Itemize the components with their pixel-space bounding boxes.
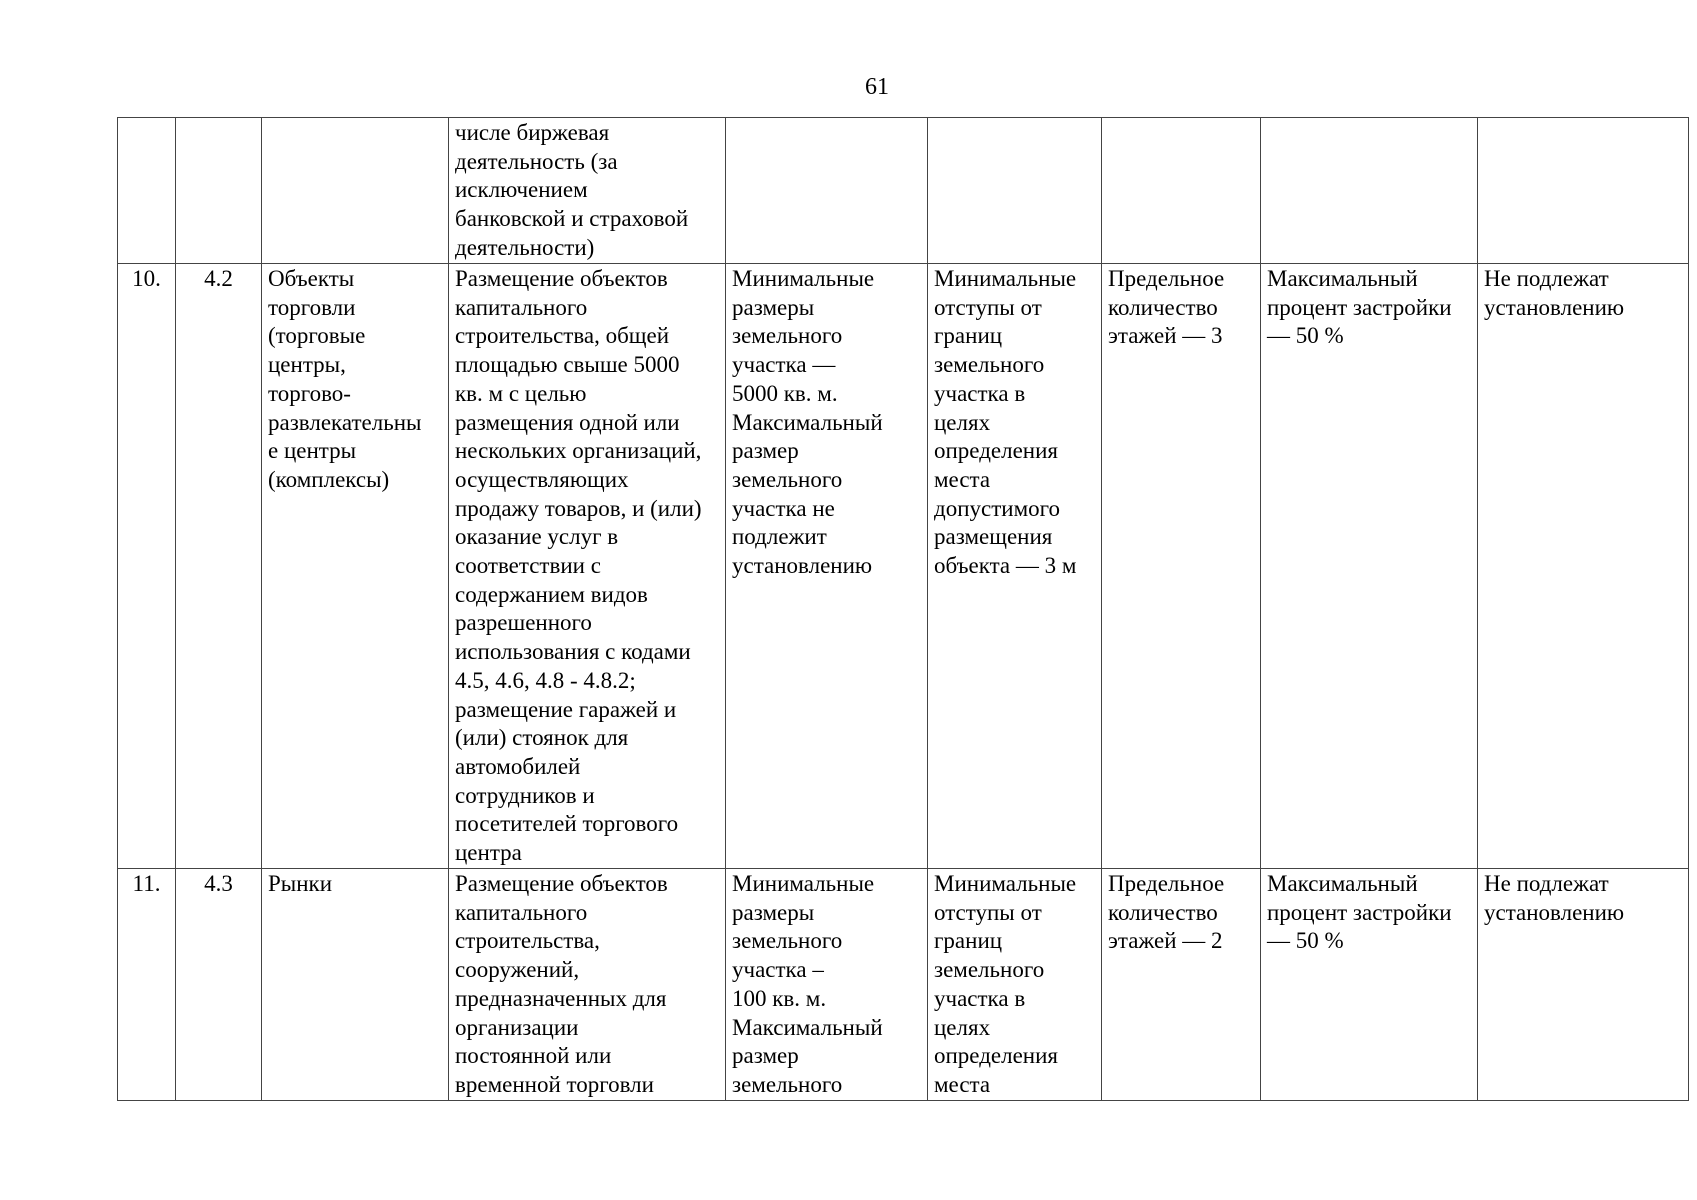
cell-text-line: (или) стоянок для [455,725,629,751]
cell-text-line: продажу товаров, и (или) [455,495,702,521]
cell-row-number [118,118,176,264]
cell-text-line: 4.5, 4.6, 4.8 - 4.8.2; [455,667,636,693]
cell-text-line: капитального [455,294,588,320]
cell-text-line: размер [732,1043,799,1069]
cell-text-line: 5000 кв. м. [732,380,838,406]
cell-text-line: сооружений, [455,957,580,983]
cell-text-line: Размещение объектов [455,266,668,291]
table-row [118,118,1689,264]
cell-use-description [449,264,726,869]
cell-text-line: Максимальный [1267,266,1418,291]
cell-text-line: участка не [732,495,835,521]
cell-text-line: сотрудников и [455,782,595,808]
cell-text-line: торгово- [268,380,351,406]
page-number: 61 [865,74,889,100]
cell-text-line: банковской и страховой [455,206,689,232]
cell-text-line: Минимальные [732,266,875,291]
cell-text-line: капитального [455,899,588,925]
cell-text-line: процент застройки [1267,899,1452,925]
cell-text-line: организации [455,1014,579,1040]
cell-text-line: развлекательны [268,409,422,435]
cell-text-line: Объекты [268,266,355,291]
cell-text-line: исключением [455,177,588,203]
cell-text-line: Максимальный [732,409,883,435]
cell-setbacks [928,869,1102,1101]
cell-text-line: установлению [1484,294,1625,320]
cell-row-number: 10. [118,264,176,869]
cell-text-line: Не подлежат [1484,871,1609,896]
cell-floors [1102,869,1261,1101]
cell-text-line: Предельное [1108,266,1225,291]
cell-text-line: размещения одной или [455,409,680,435]
cell-text-line: осуществляющих [455,466,629,492]
cell-text-line: автомобилей [455,753,581,779]
cell-text-line: Рынки [268,871,333,896]
cell-text-line: Не подлежат [1484,266,1609,291]
cell-floors [1102,264,1261,869]
cell-text-line: места [934,1071,991,1097]
cell-text-line: земельного [732,1071,843,1097]
cell-use-name [262,869,449,1101]
cell-coverage [1261,869,1478,1101]
cell-text-line: Минимальные [934,266,1077,291]
cell-text-line: размеры [732,899,815,925]
cell-text-line: числе биржевая [455,120,610,145]
cell-text-line: количество [1108,294,1218,320]
cell-text-line: размещение гаражей и [455,696,677,722]
cell-text-line: кв. м с целью [455,380,587,406]
cell-setbacks [928,118,1102,264]
cell-plot-size [726,264,928,869]
cell-text-line: количество [1108,899,1218,925]
cell-text-line: деятельности) [455,234,595,260]
cell-text-line: допустимого [934,495,1060,521]
cell-text-line: (комплексы) [268,466,390,492]
cell-text-line: целях [934,1014,991,1040]
cell-text-line: границ [934,323,1003,349]
cell-use-description [449,869,726,1101]
cell-text-line: — 50 % [1267,323,1344,349]
cell-restrictions [1478,869,1689,1101]
cell-text-line: Максимальный [732,1014,883,1040]
cell-text-line: нескольких организаций, [455,438,702,464]
cell-text-line: временной торговли [455,1071,654,1097]
cell-text-line: земельного [934,352,1045,378]
cell-text-line: Минимальные [732,871,875,896]
cell-text-line: участка – [732,957,824,983]
cell-text-line: центры, [268,352,346,378]
cell-text-line: определения [934,438,1059,464]
cell-text-line: определения [934,1043,1059,1069]
cell-plot-size [726,869,928,1101]
cell-text-line: Размещение объектов [455,871,668,896]
cell-coverage [1261,118,1478,264]
cell-text-line: — 50 % [1267,928,1344,954]
cell-restrictions [1478,264,1689,869]
cell-text-line: границ [934,928,1003,954]
cell-use-code: 4.2 [176,264,262,869]
cell-text-line: соответствии с [455,553,601,579]
cell-text-line: процент застройки [1267,294,1452,320]
cell-text-line: земельного [934,957,1045,983]
cell-floors [1102,118,1261,264]
cell-use-code: 4.3 [176,869,262,1101]
cell-use-description [449,118,726,264]
cell-text-line: объекта — 3 м [934,553,1077,579]
table-row [118,869,1689,1101]
cell-restrictions [1478,118,1689,264]
cell-text-line: установлению [1484,899,1625,925]
table-row [118,264,1689,869]
cell-text-line: строительства, [455,928,600,954]
cell-text-line: участка — [732,352,836,378]
cell-text-line: участка в [934,380,1026,406]
cell-text-line: земельного [732,928,843,954]
land-use-table [117,117,1689,1101]
cell-text-line: установлению [732,553,873,579]
cell-text-line: размеры [732,294,815,320]
cell-text-line: этажей — 3 [1108,323,1223,349]
cell-text-line: размещения [934,524,1053,550]
cell-text-line: целях [934,409,991,435]
cell-text-line: посетителей торгового [455,811,679,837]
cell-text-line: места [934,466,991,492]
cell-text-line: е центры [268,438,357,464]
cell-text-line: размер [732,438,799,464]
cell-row-number: 11. [118,869,176,1101]
cell-text-line: Максимальный [1267,871,1418,896]
cell-text-line: отступы от [934,899,1042,925]
cell-text-line: площадью свыше 5000 [455,352,680,378]
cell-text-line: участка в [934,985,1026,1011]
cell-text-line: Минимальные [934,871,1077,896]
cell-use-code [176,118,262,264]
cell-text-line: (торговые [268,323,366,349]
cell-text-line: этажей — 2 [1108,928,1223,954]
cell-text-line: земельного [732,323,843,349]
cell-text-line: торговли [268,294,356,320]
cell-use-name [262,118,449,264]
cell-text-line: отступы от [934,294,1042,320]
cell-coverage [1261,264,1478,869]
cell-text-line: центра [455,840,522,866]
cell-setbacks [928,264,1102,869]
cell-text-line: использования с кодами [455,639,691,665]
cell-text-line: предназначенных для [455,985,667,1011]
cell-text-line: земельного [732,466,843,492]
cell-text-line: Предельное [1108,871,1225,896]
cell-text-line: подлежит [732,524,827,550]
cell-use-name [262,264,449,869]
cell-text-line: деятельность (за [455,148,618,174]
cell-text-line: содержанием видов [455,581,648,607]
cell-text-line: строительства, общей [455,323,670,349]
cell-text-line: 100 кв. м. [732,985,827,1011]
cell-text-line: постоянной или [455,1043,612,1069]
cell-text-line: оказание услуг в [455,524,619,550]
cell-text-line: разрешенного [455,610,592,636]
cell-plot-size [726,118,928,264]
